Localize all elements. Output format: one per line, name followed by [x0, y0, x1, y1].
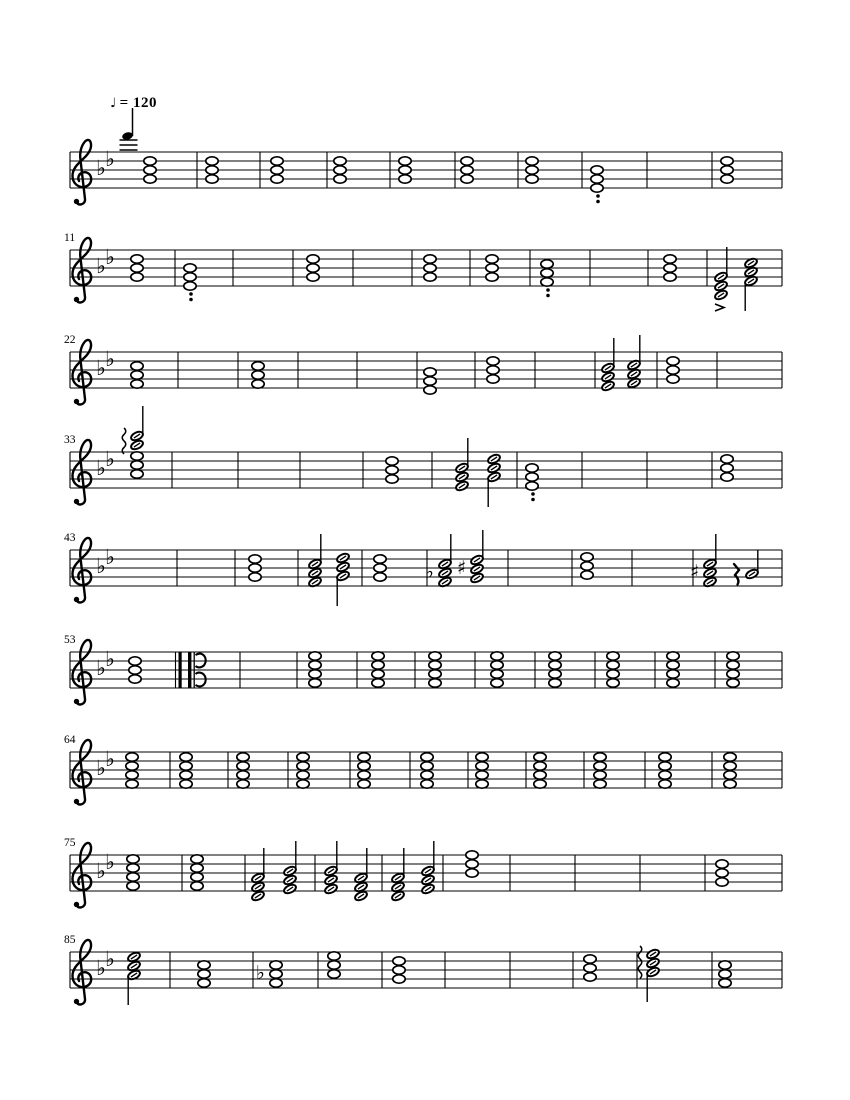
- chord[interactable]: [393, 957, 405, 983]
- chord[interactable]: [251, 848, 265, 902]
- chord[interactable]: [667, 357, 679, 383]
- chord[interactable]: [714, 247, 728, 311]
- chord[interactable]: [690, 534, 717, 588]
- chord[interactable]: [664, 255, 676, 281]
- chord[interactable]: [198, 961, 210, 987]
- accidental-icon: ♯: [689, 561, 700, 583]
- chord[interactable]: [206, 157, 218, 183]
- key-signature-flat-icon: ♭: [96, 956, 106, 980]
- staff-system-7: [64, 734, 782, 804]
- measure-number: 64: [64, 734, 76, 746]
- chord[interactable]: [581, 553, 593, 579]
- chord[interactable]: [252, 362, 264, 388]
- quarter-rest-icon: [734, 564, 739, 585]
- dot-below: [531, 498, 535, 502]
- chord[interactable]: [328, 952, 340, 978]
- measure-number: 43: [64, 532, 76, 544]
- measure-number: 85: [64, 934, 76, 946]
- key-signature-flat-icon: ♭: [96, 756, 106, 780]
- staff-system-8: [64, 837, 782, 907]
- chord[interactable]: [455, 438, 469, 492]
- chord[interactable]: [271, 157, 283, 183]
- staff-system-3: [64, 334, 782, 404]
- treble-clef-icon: [73, 538, 92, 603]
- tremolo-note-icon: [120, 108, 138, 150]
- dot-below: [531, 492, 535, 496]
- dot-below: [596, 194, 600, 198]
- accent-icon: [715, 304, 724, 311]
- dot-below: [189, 298, 193, 302]
- key-signature-flat-icon: ♭: [96, 456, 106, 480]
- chord[interactable]: [131, 362, 143, 388]
- dot-below: [546, 294, 550, 298]
- chord[interactable]: [461, 157, 473, 183]
- chord[interactable]: [374, 555, 386, 581]
- half-note[interactable]: [745, 550, 759, 580]
- chord[interactable]: [601, 338, 615, 392]
- key-signature-flat-icon: ♭: [96, 254, 106, 278]
- key-signature-flat-icon: ♭: [105, 545, 115, 569]
- chord[interactable]: [526, 157, 538, 183]
- chord[interactable]: [591, 166, 603, 204]
- treble-clef-icon: [73, 740, 92, 805]
- key-signature-flat-icon: ♭: [96, 554, 106, 578]
- chord[interactable]: [354, 848, 368, 902]
- accidental-icon: ♭: [256, 962, 265, 984]
- chord[interactable]: [308, 534, 322, 588]
- dot-below: [596, 200, 600, 204]
- quarter-note-icon: ♩: [110, 96, 117, 111]
- key-signature-flat-icon: ♭: [96, 859, 106, 883]
- chord[interactable]: [334, 157, 346, 183]
- dot-below: [546, 288, 550, 292]
- staff-system-1: [70, 108, 782, 204]
- chord[interactable]: [131, 255, 143, 281]
- chord[interactable]: [144, 157, 156, 183]
- treble-clef-icon: [73, 140, 92, 205]
- chord[interactable]: [584, 955, 596, 981]
- key-signature-flat-icon: ♭: [105, 347, 115, 371]
- chord[interactable]: [526, 464, 538, 502]
- chord[interactable]: [716, 860, 728, 886]
- treble-clef-icon: [73, 238, 92, 303]
- chord[interactable]: [391, 848, 405, 902]
- treble-clef-icon: [73, 340, 92, 405]
- staff-system-5: [64, 530, 782, 606]
- staff-system-4: [64, 406, 782, 507]
- key-signature-flat-icon: ♭: [96, 156, 106, 180]
- chord[interactable]: [129, 657, 141, 683]
- chord[interactable]: [744, 257, 758, 311]
- chord[interactable]: [421, 841, 435, 895]
- chord[interactable]: [131, 452, 143, 478]
- treble-clef-icon: [73, 843, 92, 908]
- accidental-icon: ♯: [456, 557, 467, 579]
- chord[interactable]: [399, 157, 411, 183]
- measure-number: 22: [64, 334, 76, 346]
- treble-clef-icon: [73, 940, 92, 1005]
- chord[interactable]: [719, 961, 731, 987]
- chord[interactable]: [721, 455, 733, 481]
- chord[interactable]: [425, 534, 452, 588]
- chord[interactable]: [541, 260, 553, 298]
- key-signature-flat-icon: ♭: [105, 647, 115, 671]
- measure-number: 75: [64, 837, 76, 849]
- chord[interactable]: [386, 457, 398, 483]
- chord[interactable]: [336, 552, 350, 606]
- measure-number: 11: [64, 232, 76, 244]
- measure-number: 33: [64, 434, 76, 446]
- chord[interactable]: [487, 357, 499, 383]
- key-signature-flat-icon: ♭: [96, 656, 106, 680]
- chord[interactable]: [638, 946, 660, 1002]
- tempo-marking: [110, 95, 157, 112]
- key-signature-flat-icon: ♭: [96, 356, 106, 380]
- chord[interactable]: [486, 255, 498, 281]
- staff-system-2: [64, 232, 782, 311]
- key-signature-flat-icon: ♭: [105, 747, 115, 771]
- arpeggio-icon: [122, 428, 126, 454]
- key-signature-flat-icon: ♭: [105, 447, 115, 471]
- measure-number: 53: [64, 634, 76, 646]
- chord[interactable]: [424, 255, 436, 281]
- treble-clef-icon: [73, 640, 92, 705]
- chord[interactable]: [424, 368, 436, 394]
- chord[interactable]: [627, 335, 641, 389]
- chord[interactable]: [307, 255, 319, 281]
- key-signature-flat-icon: ♭: [105, 245, 115, 269]
- key-signature-flat-icon: ♭: [105, 947, 115, 971]
- double-barline: [179, 652, 182, 689]
- arpeggio-icon: [638, 946, 642, 979]
- chord[interactable]: [122, 406, 144, 454]
- staff-system-6: [64, 634, 782, 704]
- chord[interactable]: [256, 961, 282, 987]
- chord[interactable]: [324, 841, 338, 895]
- staff-system-9: [64, 934, 782, 1005]
- accidental-icon: ♭: [425, 561, 434, 583]
- chord[interactable]: [283, 841, 297, 895]
- chord[interactable]: [127, 951, 141, 1005]
- tempo-text: = 120: [119, 95, 157, 111]
- key-signature-flat-icon: ♭: [105, 850, 115, 874]
- dot-below: [189, 292, 193, 296]
- chord[interactable]: [721, 157, 733, 183]
- treble-clef-icon: [73, 440, 92, 505]
- chord[interactable]: [457, 530, 484, 584]
- chord[interactable]: [466, 851, 478, 877]
- key-signature-flat-icon: ♭: [105, 147, 115, 171]
- chord[interactable]: [184, 264, 196, 302]
- chord[interactable]: [249, 555, 261, 581]
